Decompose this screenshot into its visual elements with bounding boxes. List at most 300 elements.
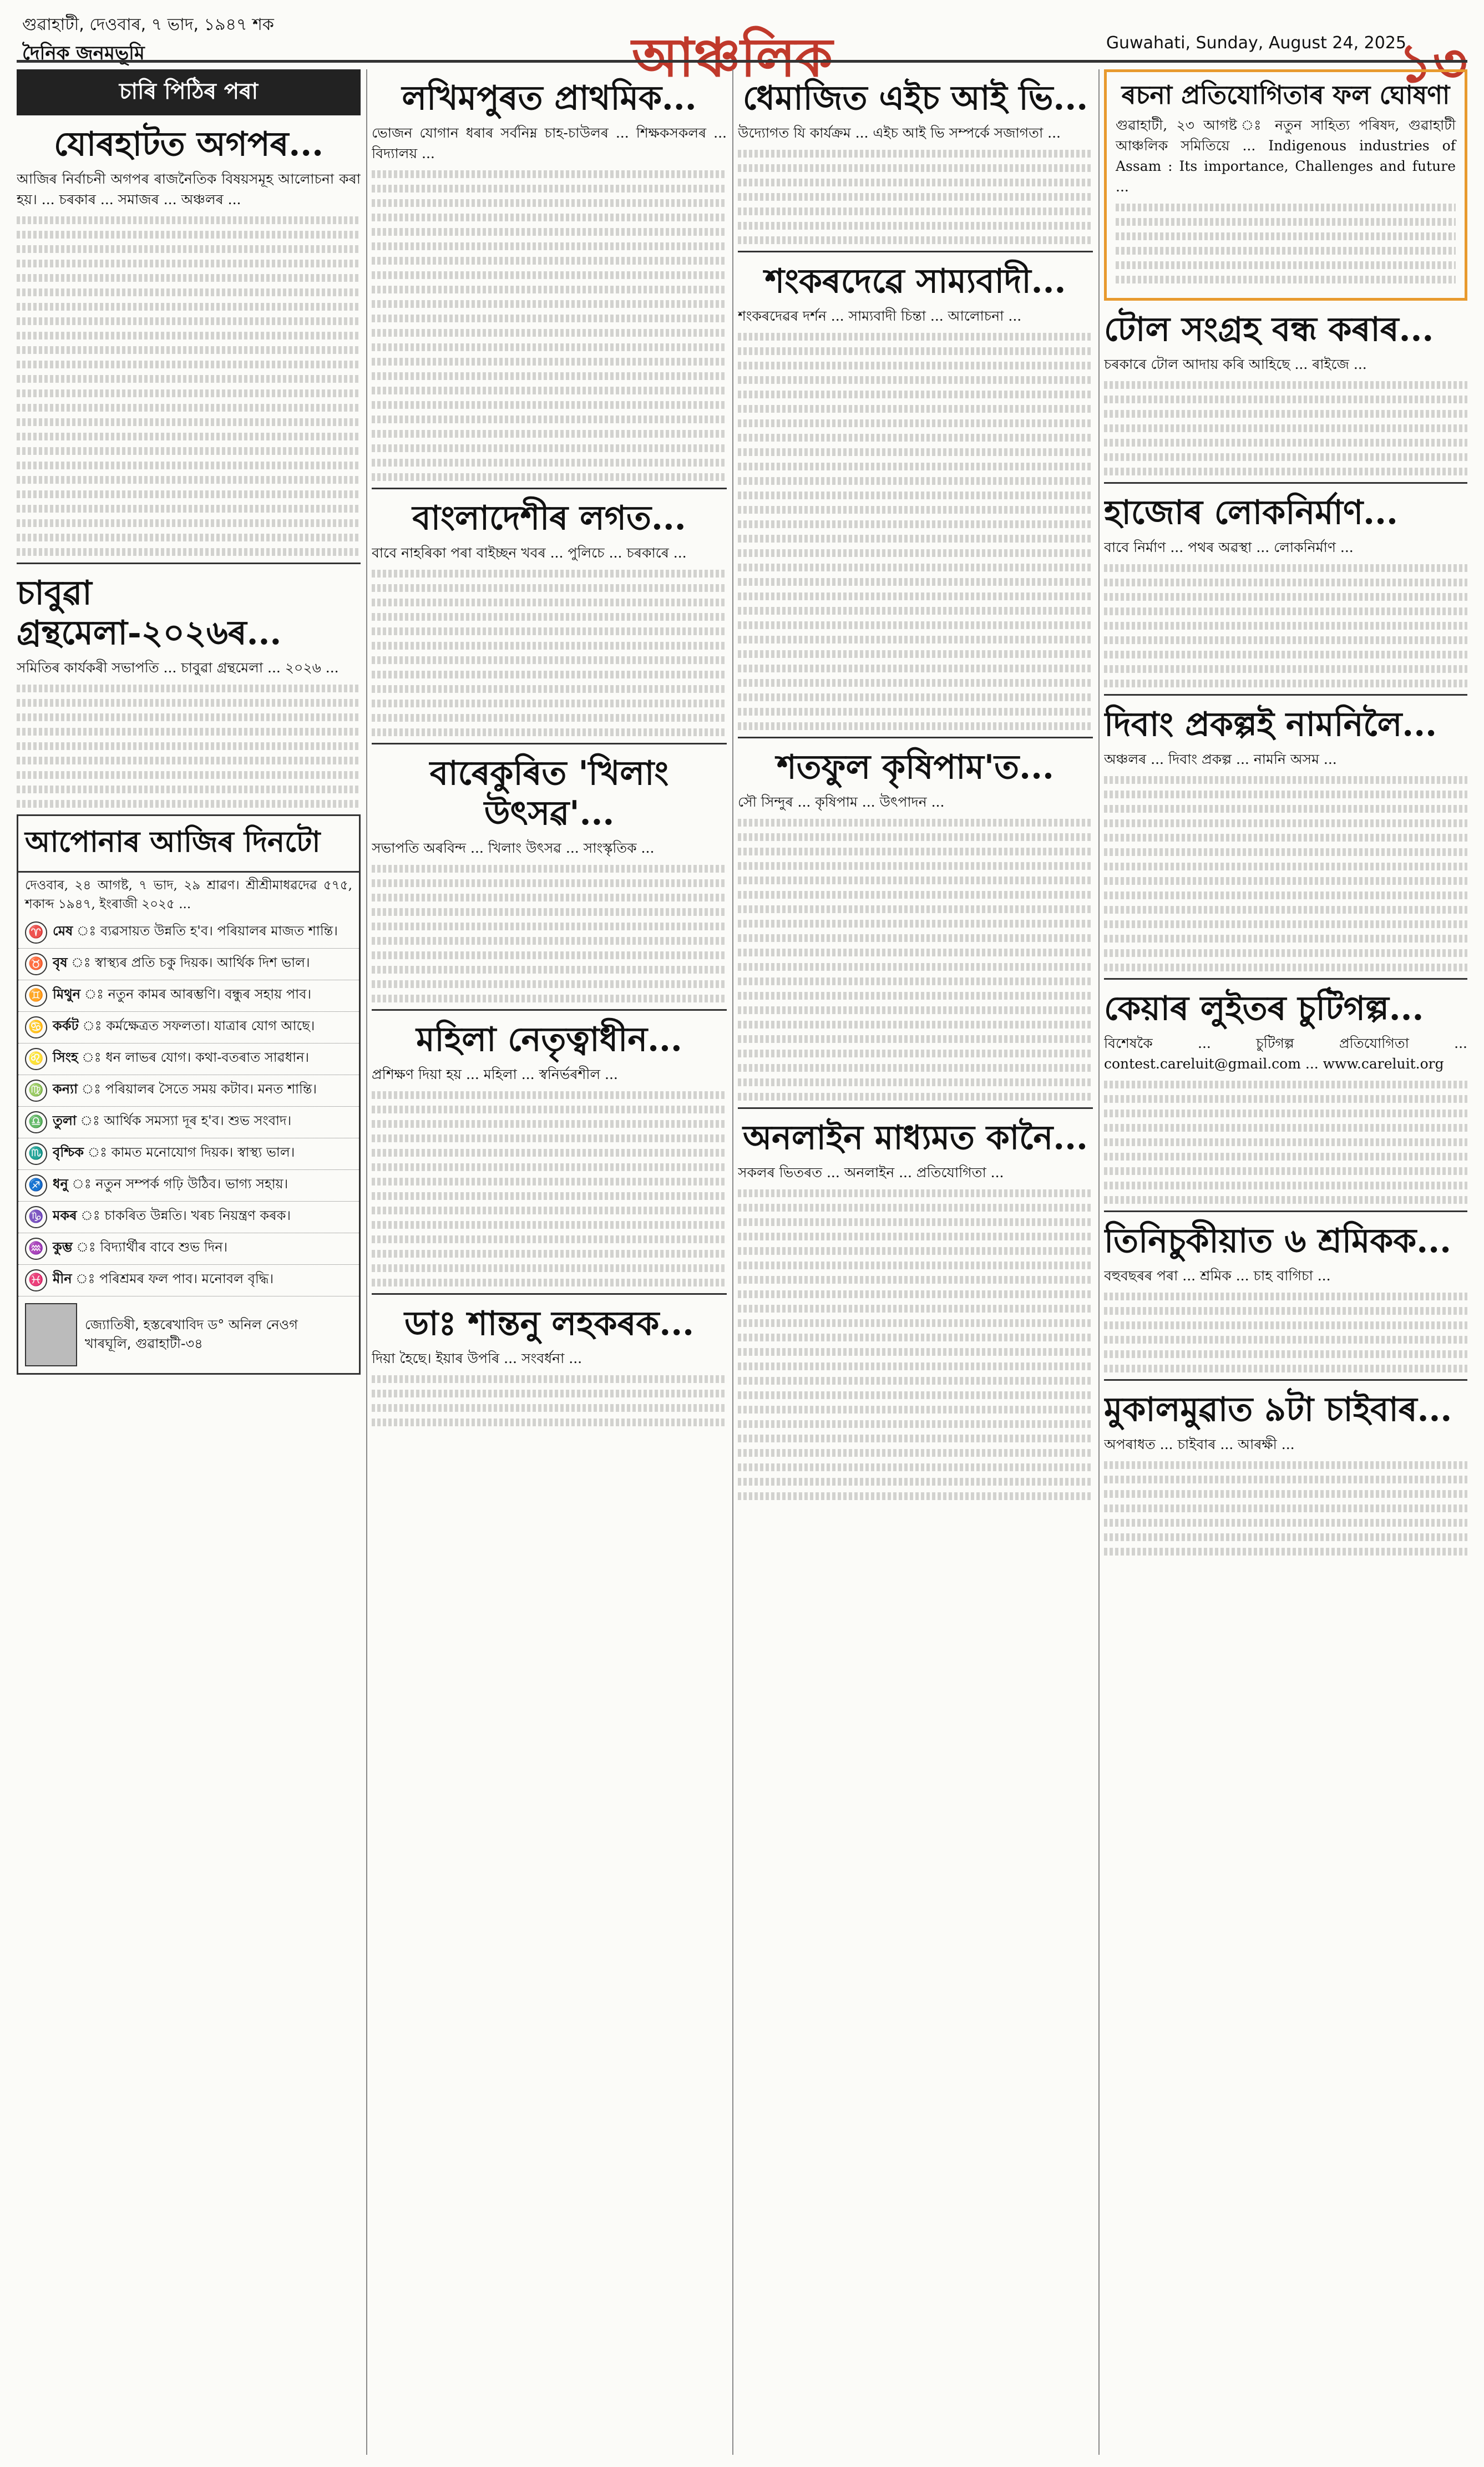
text-placeholder (372, 613, 727, 621)
aries-icon: ♈ (25, 921, 47, 944)
text-placeholder (738, 1305, 1093, 1313)
text-placeholder (17, 303, 361, 311)
divider (1104, 978, 1467, 980)
text-placeholder (738, 833, 1093, 841)
text-placeholder (1104, 651, 1467, 658)
text-placeholder (1104, 964, 1467, 971)
text-placeholder (1104, 1182, 1467, 1189)
article-body: সভাপতি অৰবিন্দ ... খিলাং উৎসৱ ... সাংস্কৃতিক ... (372, 840, 655, 856)
text-placeholder (738, 1449, 1093, 1457)
text-placeholder (1104, 1476, 1467, 1483)
text-placeholder (1104, 1167, 1467, 1175)
text-placeholder (17, 375, 361, 383)
text-placeholder (1104, 1504, 1467, 1512)
text-placeholder (372, 894, 727, 901)
text-placeholder (372, 459, 727, 467)
headline[interactable]: যোৰহাটত অগপৰ... (53, 125, 324, 164)
headline[interactable]: ৰচনা প্ৰতিযোগিতাৰ ফল ঘোষণা (1121, 80, 1450, 110)
zodiac-row: ♑ মকৰ ঃ চাকৰিত উন্নতি। খৰচ নিয়ন্ত্ৰণ কৰক। (18, 1202, 359, 1233)
text-placeholder (1104, 410, 1467, 418)
text-placeholder (738, 1420, 1093, 1428)
text-placeholder (17, 404, 361, 412)
headline[interactable]: শংকৰদেৱে সাম্যবাদী... (764, 262, 1066, 301)
text-placeholder (372, 1404, 727, 1412)
text-placeholder (372, 1192, 727, 1200)
text-placeholder (17, 231, 361, 239)
text-placeholder (738, 862, 1093, 870)
text-placeholder (372, 671, 727, 678)
zodiac-row: ♋ কৰ্কট ঃ কৰ্মক্ষেত্ৰত সফলতা। যাত্ৰাৰ যোগ আছে। (18, 1012, 359, 1043)
text-placeholder (738, 492, 1093, 499)
text-placeholder (372, 185, 727, 193)
text-placeholder (738, 150, 1093, 158)
text-placeholder (738, 650, 1093, 658)
text-placeholder (738, 636, 1093, 644)
divider (372, 743, 727, 744)
text-placeholder (372, 257, 727, 265)
text-placeholder (1104, 791, 1467, 798)
text-placeholder (738, 506, 1093, 514)
aquarius-icon: ♒ (25, 1238, 47, 1260)
masthead-title: আঞ্চলিক (631, 26, 833, 89)
text-placeholder (738, 722, 1093, 730)
text-placeholder (17, 548, 361, 556)
headline[interactable]: মুকালমুৱাত ৯টা চাইবাৰ... (1104, 1390, 1452, 1430)
text-placeholder (372, 1235, 727, 1243)
text-placeholder (1104, 1138, 1467, 1146)
text-placeholder (372, 980, 727, 988)
text-placeholder (17, 713, 361, 721)
article-body: বহুবছৰৰ পৰা ... শ্ৰমিক ... চাহ বাগিচা ... (1104, 1268, 1331, 1284)
text-placeholder (372, 584, 727, 592)
section-name: দৈনিক জনমভূমি (22, 42, 145, 64)
text-placeholder (372, 300, 727, 308)
text-placeholder (1116, 247, 1456, 255)
text-placeholder (372, 416, 727, 423)
text-placeholder (738, 949, 1093, 956)
text-placeholder (1116, 232, 1456, 240)
article-body: প্ৰশিক্ষণ দিয়া হয় ... মহিলা ... স্বনিৰ্ভৰশীল ... (372, 1066, 618, 1082)
divider (372, 1293, 727, 1295)
text-placeholder (17, 389, 361, 397)
cancer-icon: ♋ (25, 1016, 47, 1039)
text-placeholder (738, 891, 1093, 899)
text-placeholder (1104, 665, 1467, 673)
text-placeholder (738, 1406, 1093, 1414)
text-placeholder (372, 170, 727, 178)
column-divider (732, 69, 733, 2455)
text-placeholder (372, 343, 727, 351)
text-placeholder (1104, 1519, 1467, 1527)
zodiac-row: ♈ মেষ ঃ ব্যৱসায়ত উন্নতি হ'ব। পৰিয়ালৰ মাজত শান্তি। (18, 917, 359, 949)
text-placeholder (17, 260, 361, 267)
text-placeholder (738, 179, 1093, 186)
text-placeholder (372, 714, 727, 722)
text-placeholder (17, 505, 361, 513)
text-placeholder (1104, 920, 1467, 928)
text-placeholder (372, 570, 727, 578)
text-placeholder (738, 1078, 1093, 1086)
text-placeholder (738, 1276, 1093, 1284)
text-placeholder (738, 578, 1093, 586)
text-placeholder (738, 1362, 1093, 1370)
text-placeholder (1104, 381, 1467, 389)
text-placeholder (372, 242, 727, 250)
text-placeholder (738, 679, 1093, 687)
text-placeholder (372, 951, 727, 959)
text-placeholder (372, 656, 727, 664)
text-placeholder (1104, 1307, 1467, 1315)
text-placeholder (738, 347, 1093, 355)
text-placeholder (1104, 1196, 1467, 1204)
text-placeholder (372, 444, 727, 452)
text-placeholder (1104, 848, 1467, 856)
pisces-icon: ♓ (25, 1269, 47, 1291)
headline[interactable]: বাৰেকুৰিত 'খিলাং উৎসৱ'... (429, 754, 669, 833)
headline[interactable]: দিবাং প্ৰকল্পই নামনিলৈ... (1104, 705, 1437, 744)
text-placeholder (372, 214, 727, 221)
headline[interactable]: বাংলাদেশীৰ লগত... (412, 499, 686, 538)
zodiac-row: ♍ কন্যা ঃ পৰিয়ালৰ সৈতে সময় কটাব। মনত শান্তি। (18, 1075, 359, 1107)
text-placeholder (17, 447, 361, 455)
text-placeholder (1104, 593, 1467, 601)
text-placeholder (17, 418, 361, 426)
text-placeholder (738, 963, 1093, 971)
text-placeholder (1104, 1533, 1467, 1541)
text-placeholder (372, 329, 727, 337)
text-placeholder (1104, 607, 1467, 615)
text-placeholder (738, 1247, 1093, 1255)
text-placeholder (738, 1035, 1093, 1043)
text-placeholder (17, 361, 361, 368)
text-placeholder (738, 333, 1093, 341)
text-placeholder (1104, 1110, 1467, 1117)
zodiac-row: ♏ বৃশ্চিক ঃ কামত মনোযোগ দিয়ক। স্বাস্থ্য ভাল। (18, 1138, 359, 1170)
text-placeholder (372, 1178, 727, 1186)
text-placeholder (1104, 935, 1467, 943)
text-placeholder (738, 877, 1093, 884)
column-2 (372, 69, 727, 1433)
text-placeholder (1104, 564, 1467, 572)
text-placeholder (738, 621, 1093, 629)
headline[interactable]: চাবুৱা গ্ৰন্থমেলা-২০২৬ৰ... (17, 574, 282, 652)
libra-icon: ♎ (25, 1111, 47, 1133)
text-placeholder (1116, 276, 1456, 283)
text-placeholder (372, 700, 727, 707)
text-placeholder (372, 1375, 727, 1383)
text-placeholder (738, 934, 1093, 942)
article-body: সমিতিৰ কাৰ্যকৰী সভাপতি ... চাবুৱা গ্ৰন্থমেলা ... ২০২৬ ... (17, 660, 339, 676)
article-body: বাবে নাহৰিকা পৰা বাইচ্ছন খবৰ ... পুলিচে ... চৰকাৰে ... (372, 545, 687, 561)
text-placeholder (372, 1264, 727, 1272)
headline[interactable]: তিনিচুকীয়াত ৬ শ্ৰমিকক... (1104, 1222, 1451, 1261)
text-placeholder (1104, 805, 1467, 813)
text-placeholder (738, 592, 1093, 600)
text-placeholder (1104, 1095, 1467, 1103)
divider (17, 563, 361, 564)
text-placeholder (738, 391, 1093, 398)
text-placeholder (17, 346, 361, 354)
text-placeholder (738, 1478, 1093, 1486)
text-placeholder (738, 1021, 1093, 1029)
text-placeholder (372, 599, 727, 606)
text-placeholder (1104, 579, 1467, 586)
text-placeholder (372, 1091, 727, 1099)
text-placeholder (17, 274, 361, 282)
headline[interactable]: অনলাইন মাধ্যমত কানৈ... (743, 1118, 1088, 1157)
text-placeholder (372, 937, 727, 945)
text-placeholder (738, 222, 1093, 230)
capricorn-icon: ♑ (25, 1206, 47, 1228)
text-placeholder (372, 473, 727, 481)
text-placeholder (1104, 1350, 1467, 1358)
text-placeholder (1104, 424, 1467, 432)
text-placeholder (738, 463, 1093, 470)
text-placeholder (1104, 1490, 1467, 1498)
text-placeholder (17, 728, 361, 736)
headline[interactable]: হাজোৰ লোকনিৰ্মাণ... (1104, 493, 1398, 533)
text-placeholder (372, 271, 727, 279)
text-placeholder (372, 865, 727, 873)
text-placeholder (738, 905, 1093, 913)
text-placeholder (372, 1106, 727, 1113)
text-placeholder (1104, 819, 1467, 827)
text-placeholder (738, 1348, 1093, 1356)
text-placeholder (1104, 1081, 1467, 1088)
text-placeholder (738, 207, 1093, 215)
text-placeholder (738, 164, 1093, 172)
text-placeholder (17, 462, 361, 469)
divider (1104, 1379, 1467, 1381)
text-placeholder (1104, 877, 1467, 885)
text-placeholder (1104, 439, 1467, 447)
author-photo (25, 1303, 77, 1366)
scorpio-icon: ♏ (25, 1143, 47, 1165)
text-placeholder (738, 236, 1093, 244)
essay-result-box (1104, 69, 1467, 301)
text-placeholder (17, 771, 361, 779)
article-body: সৌ সিন্দুৰ ... কৃষিপাম ... উৎপাদন ... (738, 794, 945, 810)
headline[interactable]: লখিমপুৰত প্ৰাথমিক... (402, 79, 697, 118)
text-placeholder (17, 288, 361, 296)
text-placeholder (372, 1134, 727, 1142)
text-placeholder (1104, 1293, 1467, 1300)
text-placeholder (372, 1419, 727, 1426)
article-body: ভোজন যোগান ধৰাৰ সৰ্বনিম্ন চাহ-চাউলৰ ... শিক্ষকসকলৰ ... বিদ্যালয় ... (372, 125, 727, 161)
text-placeholder (738, 1204, 1093, 1212)
article-body: অপৰাধত ... চাইবাৰ ... আৰক্ষী ... (1104, 1436, 1295, 1453)
text-placeholder (17, 742, 361, 750)
text-placeholder (17, 476, 361, 484)
text-placeholder (372, 642, 727, 650)
text-placeholder (372, 879, 727, 887)
text-placeholder (1104, 1321, 1467, 1329)
text-placeholder (372, 1149, 727, 1157)
text-placeholder (1104, 636, 1467, 644)
horoscope-intro: দেওবাৰ, ২৪ আগষ্ট, ৭ ভাদ, ২৯ শ্ৰাৱণ। শ্ৰীশ্ৰীমাধৱদেৱ ৫৭৫, শকাব্দ ১৯৪৭, ইংৰাজী ২০২৫ ... (25, 878, 352, 912)
text-placeholder (738, 920, 1093, 928)
text-placeholder (372, 728, 727, 736)
text-placeholder (17, 685, 361, 692)
text-placeholder (738, 1319, 1093, 1327)
virgo-icon: ♍ (25, 1080, 47, 1102)
text-placeholder (738, 1189, 1093, 1197)
gemini-icon: ♊ (25, 985, 47, 1007)
taurus-icon: ♉ (25, 953, 47, 975)
text-placeholder (372, 1250, 727, 1258)
text-placeholder (17, 699, 361, 707)
text-placeholder (372, 1163, 727, 1171)
divider (738, 1107, 1093, 1109)
text-placeholder (372, 923, 727, 930)
text-placeholder (738, 193, 1093, 201)
text-placeholder (1116, 261, 1456, 269)
text-placeholder (738, 520, 1093, 528)
text-placeholder (1104, 834, 1467, 842)
text-placeholder (738, 1391, 1093, 1399)
article-body: চৰকাৰে টোল আদায় কৰি আহিছে ... ৰাইজে ... (1104, 356, 1367, 373)
text-placeholder (372, 387, 727, 394)
text-placeholder (738, 1233, 1093, 1240)
text-placeholder (1104, 1365, 1467, 1372)
author-name: জ্যোতিষী, হস্তৰেখাবিদ ড° অনিল নেওগ (85, 1317, 298, 1333)
astrologer-credit (18, 1296, 359, 1373)
divider (738, 737, 1093, 738)
text-placeholder (17, 245, 361, 253)
zodiac-row: ♎ তুলা ঃ আৰ্থিক সমস্যা দূৰ হ'ব। শুভ সংবাদ। (18, 1107, 359, 1138)
column-3 (738, 69, 1093, 1507)
text-placeholder (738, 376, 1093, 384)
divider (1104, 1210, 1467, 1212)
text-placeholder (738, 1006, 1093, 1014)
text-placeholder (372, 358, 727, 366)
zodiac-row: ♊ মিথুন ঃ নতুন কামৰ আৰম্ভণি। বন্ধুৰ সহায় পাব। (18, 980, 359, 1012)
continued-banner: চাৰি পিঠিৰ পৰা (17, 69, 361, 115)
dateline-left: গুৱাহাটী, দেওবাৰ, ৭ ভাদ, ১৯৪৭ শক (22, 15, 274, 34)
author-place: খাৰঘূলি, গুৱাহাটী-৩৪ (85, 1336, 203, 1352)
divider (372, 488, 727, 489)
text-placeholder (738, 448, 1093, 456)
text-placeholder (738, 1463, 1093, 1471)
article-body: শংকৰদেৱৰ দৰ্শন ... সাম্যবাদী চিন্তা ... আলোচনা ... (738, 308, 1022, 324)
text-placeholder (738, 1093, 1093, 1101)
zodiac-row: ♌ সিংহ ঃ ধন লাভৰ যোগ। কথা-বতৰাত সাৱধান। (18, 1043, 359, 1075)
zodiac-row: ♐ ধনু ঃ নতুন সম্পৰ্ক গঢ়ি উঠিব। ভাগ্য সহায়। (18, 1170, 359, 1202)
text-placeholder (738, 1334, 1093, 1341)
text-placeholder (17, 786, 361, 793)
text-placeholder (738, 665, 1093, 672)
text-placeholder (1104, 949, 1467, 957)
text-placeholder (17, 800, 361, 808)
text-placeholder (738, 992, 1093, 1000)
text-placeholder (1104, 396, 1467, 403)
top-rule (17, 60, 1467, 63)
horoscope-box (17, 814, 361, 1375)
text-placeholder (17, 216, 361, 224)
text-placeholder (372, 1207, 727, 1214)
leo-icon: ♌ (25, 1048, 47, 1070)
text-placeholder (1104, 453, 1467, 461)
headline[interactable]: মহিলা নেতৃত্বাধীন... (416, 1020, 682, 1059)
text-placeholder (372, 1120, 727, 1128)
horoscope-title: আপোনাৰ আজিৰ দিনটো (18, 816, 359, 873)
article-body: বাবে নিৰ্মাণ ... পথৰ অৱস্থা ... লোকনিৰ্মাণ ... (1104, 539, 1354, 556)
text-placeholder (738, 819, 1093, 827)
article-body: দিয়া হৈছে। ইয়াৰ উপৰি ... সংবৰ্ধনা ... (372, 1350, 583, 1366)
zodiac-row: ♒ কুম্ভ ঃ বিদ্যাৰ্থীৰ বাবে শুভ দিন। (18, 1233, 359, 1265)
text-placeholder (372, 199, 727, 207)
text-placeholder (372, 401, 727, 409)
text-placeholder (1104, 906, 1467, 914)
text-placeholder (738, 848, 1093, 855)
text-placeholder (372, 1390, 727, 1397)
text-placeholder (738, 1218, 1093, 1226)
text-placeholder (17, 490, 361, 498)
text-placeholder (372, 372, 727, 380)
text-placeholder (1116, 218, 1456, 226)
text-placeholder (738, 535, 1093, 543)
text-placeholder (372, 228, 727, 236)
column-divider (366, 69, 367, 2455)
text-placeholder (1104, 891, 1467, 899)
article-body: অঞ্চলৰ ... দিবাং প্ৰকল্প ... নামনি অসম ... (1104, 751, 1337, 768)
text-placeholder (1104, 1548, 1467, 1556)
text-placeholder (1104, 776, 1467, 784)
text-placeholder (372, 1279, 727, 1286)
column-1 (17, 69, 361, 1375)
text-placeholder (372, 627, 727, 635)
text-placeholder (738, 708, 1093, 716)
article-body: উদ্যোগত যি কাৰ্যক্ৰম ... এইচ আই ভি সম্পৰ্কে সজাগতা ... (738, 125, 1061, 141)
headline[interactable]: টোল সংগ্ৰহ বন্ধ কৰাৰ... (1104, 310, 1434, 349)
text-placeholder (17, 757, 361, 764)
page-number: ১৩ (1398, 32, 1467, 94)
text-placeholder (1104, 1124, 1467, 1132)
article-body: আজিৰ নিৰ্বাচনী অগপৰ ৰাজনৈতিক বিষয়সমূহ আলোচনা কৰা হয়। ... চৰকাৰ ... সমাজৰ ... অঞ্চলৰ ... (17, 171, 361, 207)
text-placeholder (17, 534, 361, 541)
article-body: বিশেষকৈ ... চুটিগল্প প্ৰতিযোগিতা ... contest.careluit@gmail.com ... www.careluit.org (1104, 1035, 1467, 1072)
text-placeholder (1104, 1461, 1467, 1469)
text-placeholder (738, 419, 1093, 427)
text-placeholder (738, 549, 1093, 557)
text-placeholder (17, 433, 361, 440)
headline[interactable]: শতফুল কৃষিপাম'ত... (777, 748, 1054, 787)
text-placeholder (738, 1435, 1093, 1442)
text-placeholder (372, 966, 727, 974)
divider (1104, 694, 1467, 696)
text-placeholder (1104, 622, 1467, 630)
article-body: সকলৰ ভিতৰত ... অনলাইন ... প্ৰতিযোগিতা ... (738, 1164, 1004, 1181)
text-placeholder (738, 1492, 1093, 1500)
text-placeholder (738, 1290, 1093, 1298)
text-placeholder (372, 908, 727, 916)
article-body: গুৱাহাটী, ২৩ আগষ্ট ঃ নতুন সাহিত্য পৰিষদ, গুৱাহাটী আঞ্চলিক সমিতিয়ে ... Indigenous industries of Assam : Its importance, Challenges and future ... (1116, 117, 1456, 195)
headline[interactable]: ধেমাজিত এইচ আই ভি... (742, 79, 1088, 118)
text-placeholder (738, 693, 1093, 701)
text-placeholder (372, 995, 727, 1002)
divider (738, 251, 1093, 252)
text-placeholder (738, 977, 1093, 985)
headline[interactable]: কেয়াৰ লুইতৰ চুটিগল্প... (1104, 989, 1424, 1029)
text-placeholder (738, 477, 1093, 485)
text-placeholder (1104, 863, 1467, 870)
zodiac-row: ♉ বৃষ ঃ স্বাস্থ্যৰ প্ৰতি চকু দিয়ক। আৰ্থিক দিশ ভাল। (18, 949, 359, 980)
text-placeholder (738, 564, 1093, 571)
headline[interactable]: ডাঃ শান্তনু লহকৰক... (404, 1304, 695, 1343)
text-placeholder (738, 1064, 1093, 1072)
sagittarius-icon: ♐ (25, 1174, 47, 1197)
text-placeholder (738, 1050, 1093, 1057)
